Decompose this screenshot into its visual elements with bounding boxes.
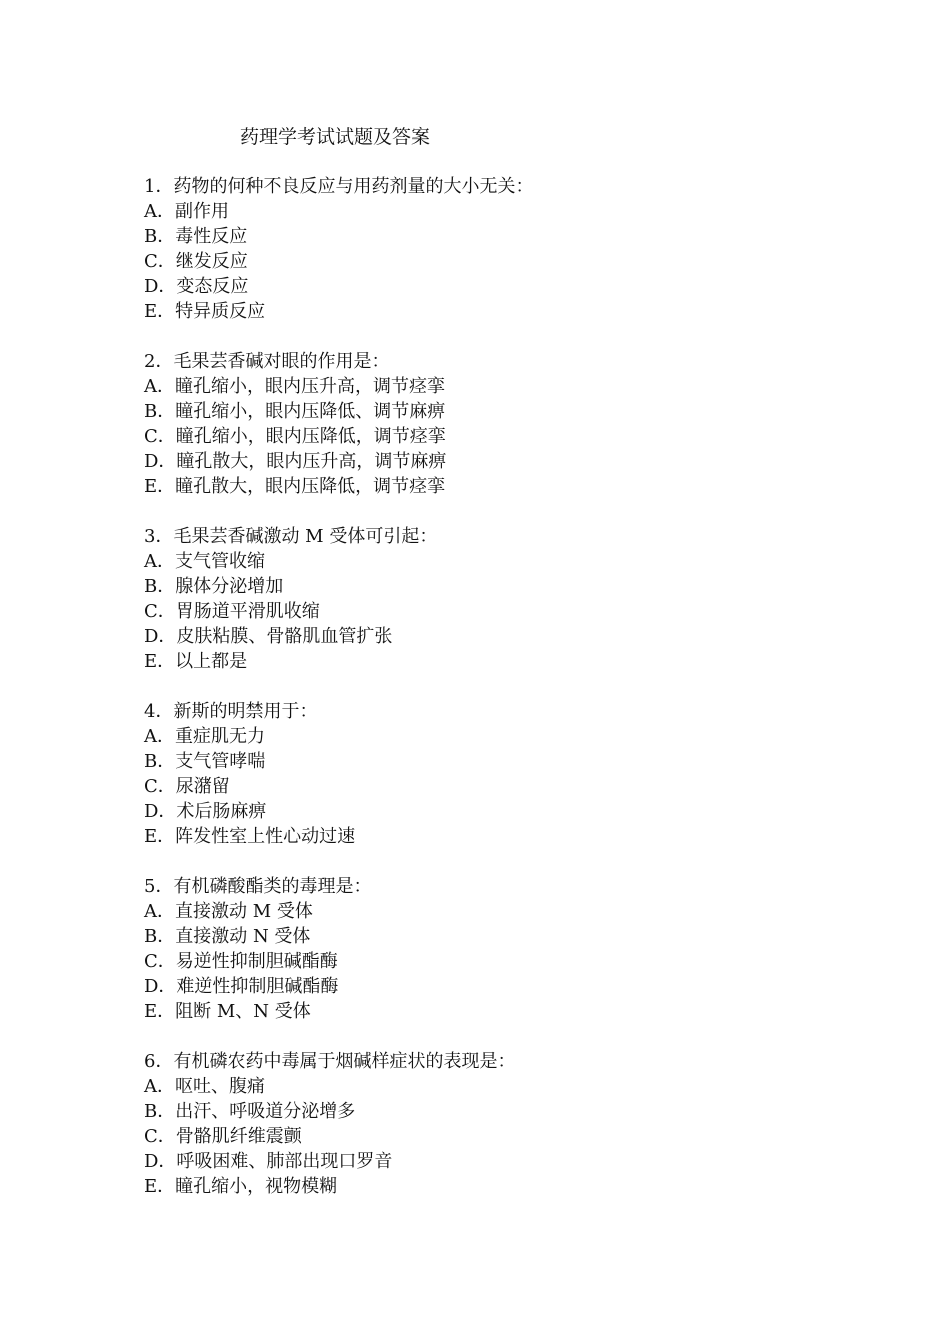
option-c: C．胃肠道平滑肌收缩 xyxy=(144,601,320,622)
question-3 xyxy=(144,524,904,674)
option-e: E．瞳孔散大，眼内压降低，调节痉挛 xyxy=(144,476,446,497)
question-6 xyxy=(144,1049,904,1199)
question-stem: 3．毛果芸香碱激动 M 受体可引起： xyxy=(144,526,438,547)
option-d: D．瞳孔散大，眼内压升高，调节麻痹 xyxy=(144,451,447,472)
option-a: A．副作用 xyxy=(144,201,229,222)
option-d: D．术后肠麻痹 xyxy=(144,801,267,822)
question-stem: 1．药物的何种不良反应与用药剂量的大小无关： xyxy=(144,176,534,197)
option-e: E．阵发性室上性心动过速 xyxy=(144,826,356,847)
document-title: 药理学考试试题及答案 xyxy=(240,126,431,148)
option-a: A．瞳孔缩小，眼内压升高，调节痉挛 xyxy=(144,376,445,397)
question-stem: 6．有机磷农药中毒属于烟碱样症状的表现是： xyxy=(144,1051,516,1072)
option-d: D．呼吸困难、肺部出现口罗音 xyxy=(144,1151,393,1172)
option-c: C．骨骼肌纤维震颤 xyxy=(144,1126,302,1147)
question-stem: 4．新斯的明禁用于： xyxy=(144,701,318,722)
option-e: E．阻断 M、N 受体 xyxy=(144,1001,311,1022)
option-d: D．变态反应 xyxy=(144,276,249,297)
question-1 xyxy=(144,174,904,324)
option-b: B．腺体分泌增加 xyxy=(144,576,284,597)
option-b: B．直接激动 N 受体 xyxy=(144,926,311,947)
option-a: A．支气管收缩 xyxy=(144,551,265,572)
option-b: B．毒性反应 xyxy=(144,226,248,247)
option-c: C．继发反应 xyxy=(144,251,248,272)
option-b: B．瞳孔缩小，眼内压降低、调节麻痹 xyxy=(144,401,446,422)
option-c: C．尿潴留 xyxy=(144,776,230,797)
option-a: A．直接激动 M 受体 xyxy=(144,901,313,922)
option-c: C．瞳孔缩小，眼内压降低，调节痉挛 xyxy=(144,426,446,447)
option-b: B．支气管哮喘 xyxy=(144,751,266,772)
question-stem: 2．毛果芸香碱对眼的作用是： xyxy=(144,351,390,372)
question-5 xyxy=(144,874,904,1024)
option-d: D．难逆性抑制胆碱酯酶 xyxy=(144,976,339,997)
option-e: E．以上都是 xyxy=(144,651,248,672)
option-a: A．重症肌无力 xyxy=(144,726,265,747)
question-4 xyxy=(144,699,904,849)
option-a: A．呕吐、腹痛 xyxy=(144,1076,265,1097)
option-e: E．瞳孔缩小，视物模糊 xyxy=(144,1176,338,1197)
question-stem: 5．有机磷酸酯类的毒理是： xyxy=(144,876,372,897)
question-2 xyxy=(144,349,904,499)
option-c: C．易逆性抑制胆碱酯酶 xyxy=(144,951,338,972)
option-e: E．特异质反应 xyxy=(144,301,266,322)
option-b: B．出汗、呼吸道分泌增多 xyxy=(144,1101,356,1122)
question-list xyxy=(144,174,904,1224)
option-d: D．皮肤粘膜、骨骼肌血管扩张 xyxy=(144,626,393,647)
